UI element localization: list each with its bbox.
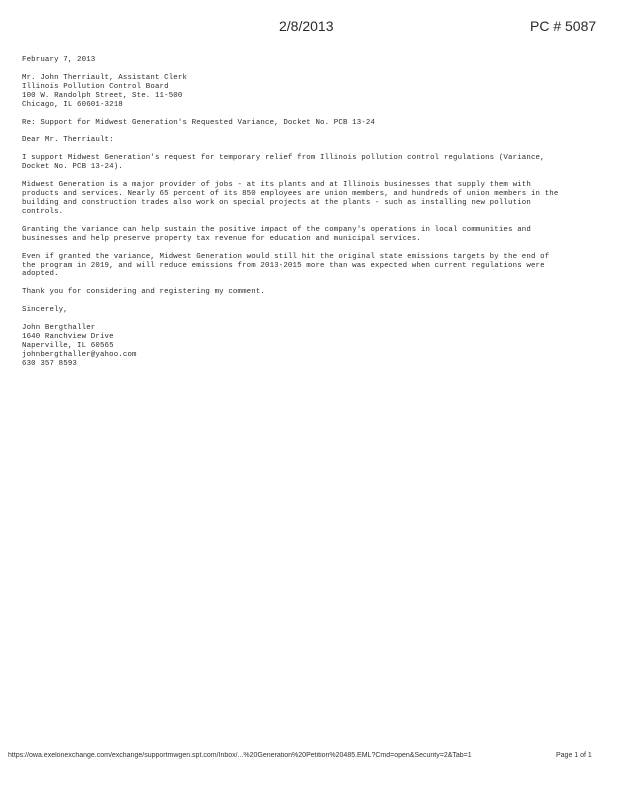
paragraph-line: building and construction trades also work on special projects at the plants - such as installing new pollution	[22, 198, 531, 207]
sender-line: John Bergthaller	[22, 324, 96, 333]
sender-signature-block	[22, 324, 602, 369]
closing: Sincerely,	[22, 306, 68, 315]
letter-date: February 7, 2013	[22, 56, 96, 64]
paragraph-line: adopted.	[22, 270, 59, 279]
sender-email: johnbergthaller@yahoo.com	[22, 350, 137, 359]
sender-line: 1640 Ranchview Drive	[22, 333, 114, 342]
paragraph-line: Even if granted the variance, Midwest Generation would still hit the original state emissions targets by the end of	[22, 252, 550, 261]
re-line: Re: Support for Midwest Generation's Requested Variance, Docket No. PCB 13-24	[22, 118, 376, 127]
paragraph-line: businesses and help preserve property tax revenue for education and municipal services.	[22, 234, 421, 243]
recipient-line: Illinois Pollution Control Board	[22, 82, 169, 91]
paragraph-line: Granting the variance can help sustain the positive impact of the company's operations in local communities and	[22, 225, 531, 234]
paragraph	[22, 288, 602, 297]
recipient-address	[22, 74, 602, 110]
sender-line: Naperville, IL 60565	[22, 341, 114, 350]
paragraph-line: products and services. Nearly 65 percent of its 850 employees are union members, and hundreds of union members in the	[22, 190, 559, 199]
recipient-line: Mr. John Therriault, Assistant Clerk	[22, 73, 188, 82]
paragraph-line: Docket No. PCB 13-24).	[22, 163, 123, 172]
pc-number-stamp: PC # 5087	[530, 18, 597, 34]
paragraph-line: Midwest Generation is a major provider of jobs - at its plants and at Illinois businesses that supply them with	[22, 181, 531, 190]
paragraph	[22, 253, 602, 280]
letter-body	[22, 56, 602, 378]
paragraph-line: the program in 2019, and will reduce emissions from 2013-2015 more than was expected when current regulations were	[22, 261, 545, 270]
paragraph	[22, 154, 602, 172]
salutation: Dear Mr. Therriault:	[22, 136, 114, 145]
paragraph-line: I support Midwest Generation's request for temporary relief from Illinois pollution control regulations (Variance,	[22, 154, 545, 163]
footer-url: https://owa.exelonexchange.com/exchange/supportmwgen.spt.com/Inbox/...%20Generation%20Petition%20485.EML?Cmd=open&Security=2&Tab=1	[8, 752, 472, 759]
date-stamp: 2/8/2013	[279, 18, 334, 34]
recipient-line: Chicago, IL 60601-3218	[22, 100, 123, 109]
sender-phone: 630 357 8593	[22, 359, 78, 368]
paragraph-line: controls.	[22, 207, 64, 216]
paragraph	[22, 181, 602, 217]
footer-page-number: Page 1 of 1	[556, 752, 592, 759]
paragraph	[22, 226, 602, 244]
paragraph-line: Thank you for considering and registering my comment.	[22, 288, 266, 297]
recipient-line: 100 W. Randolph Street, Ste. 11-500	[22, 91, 183, 100]
